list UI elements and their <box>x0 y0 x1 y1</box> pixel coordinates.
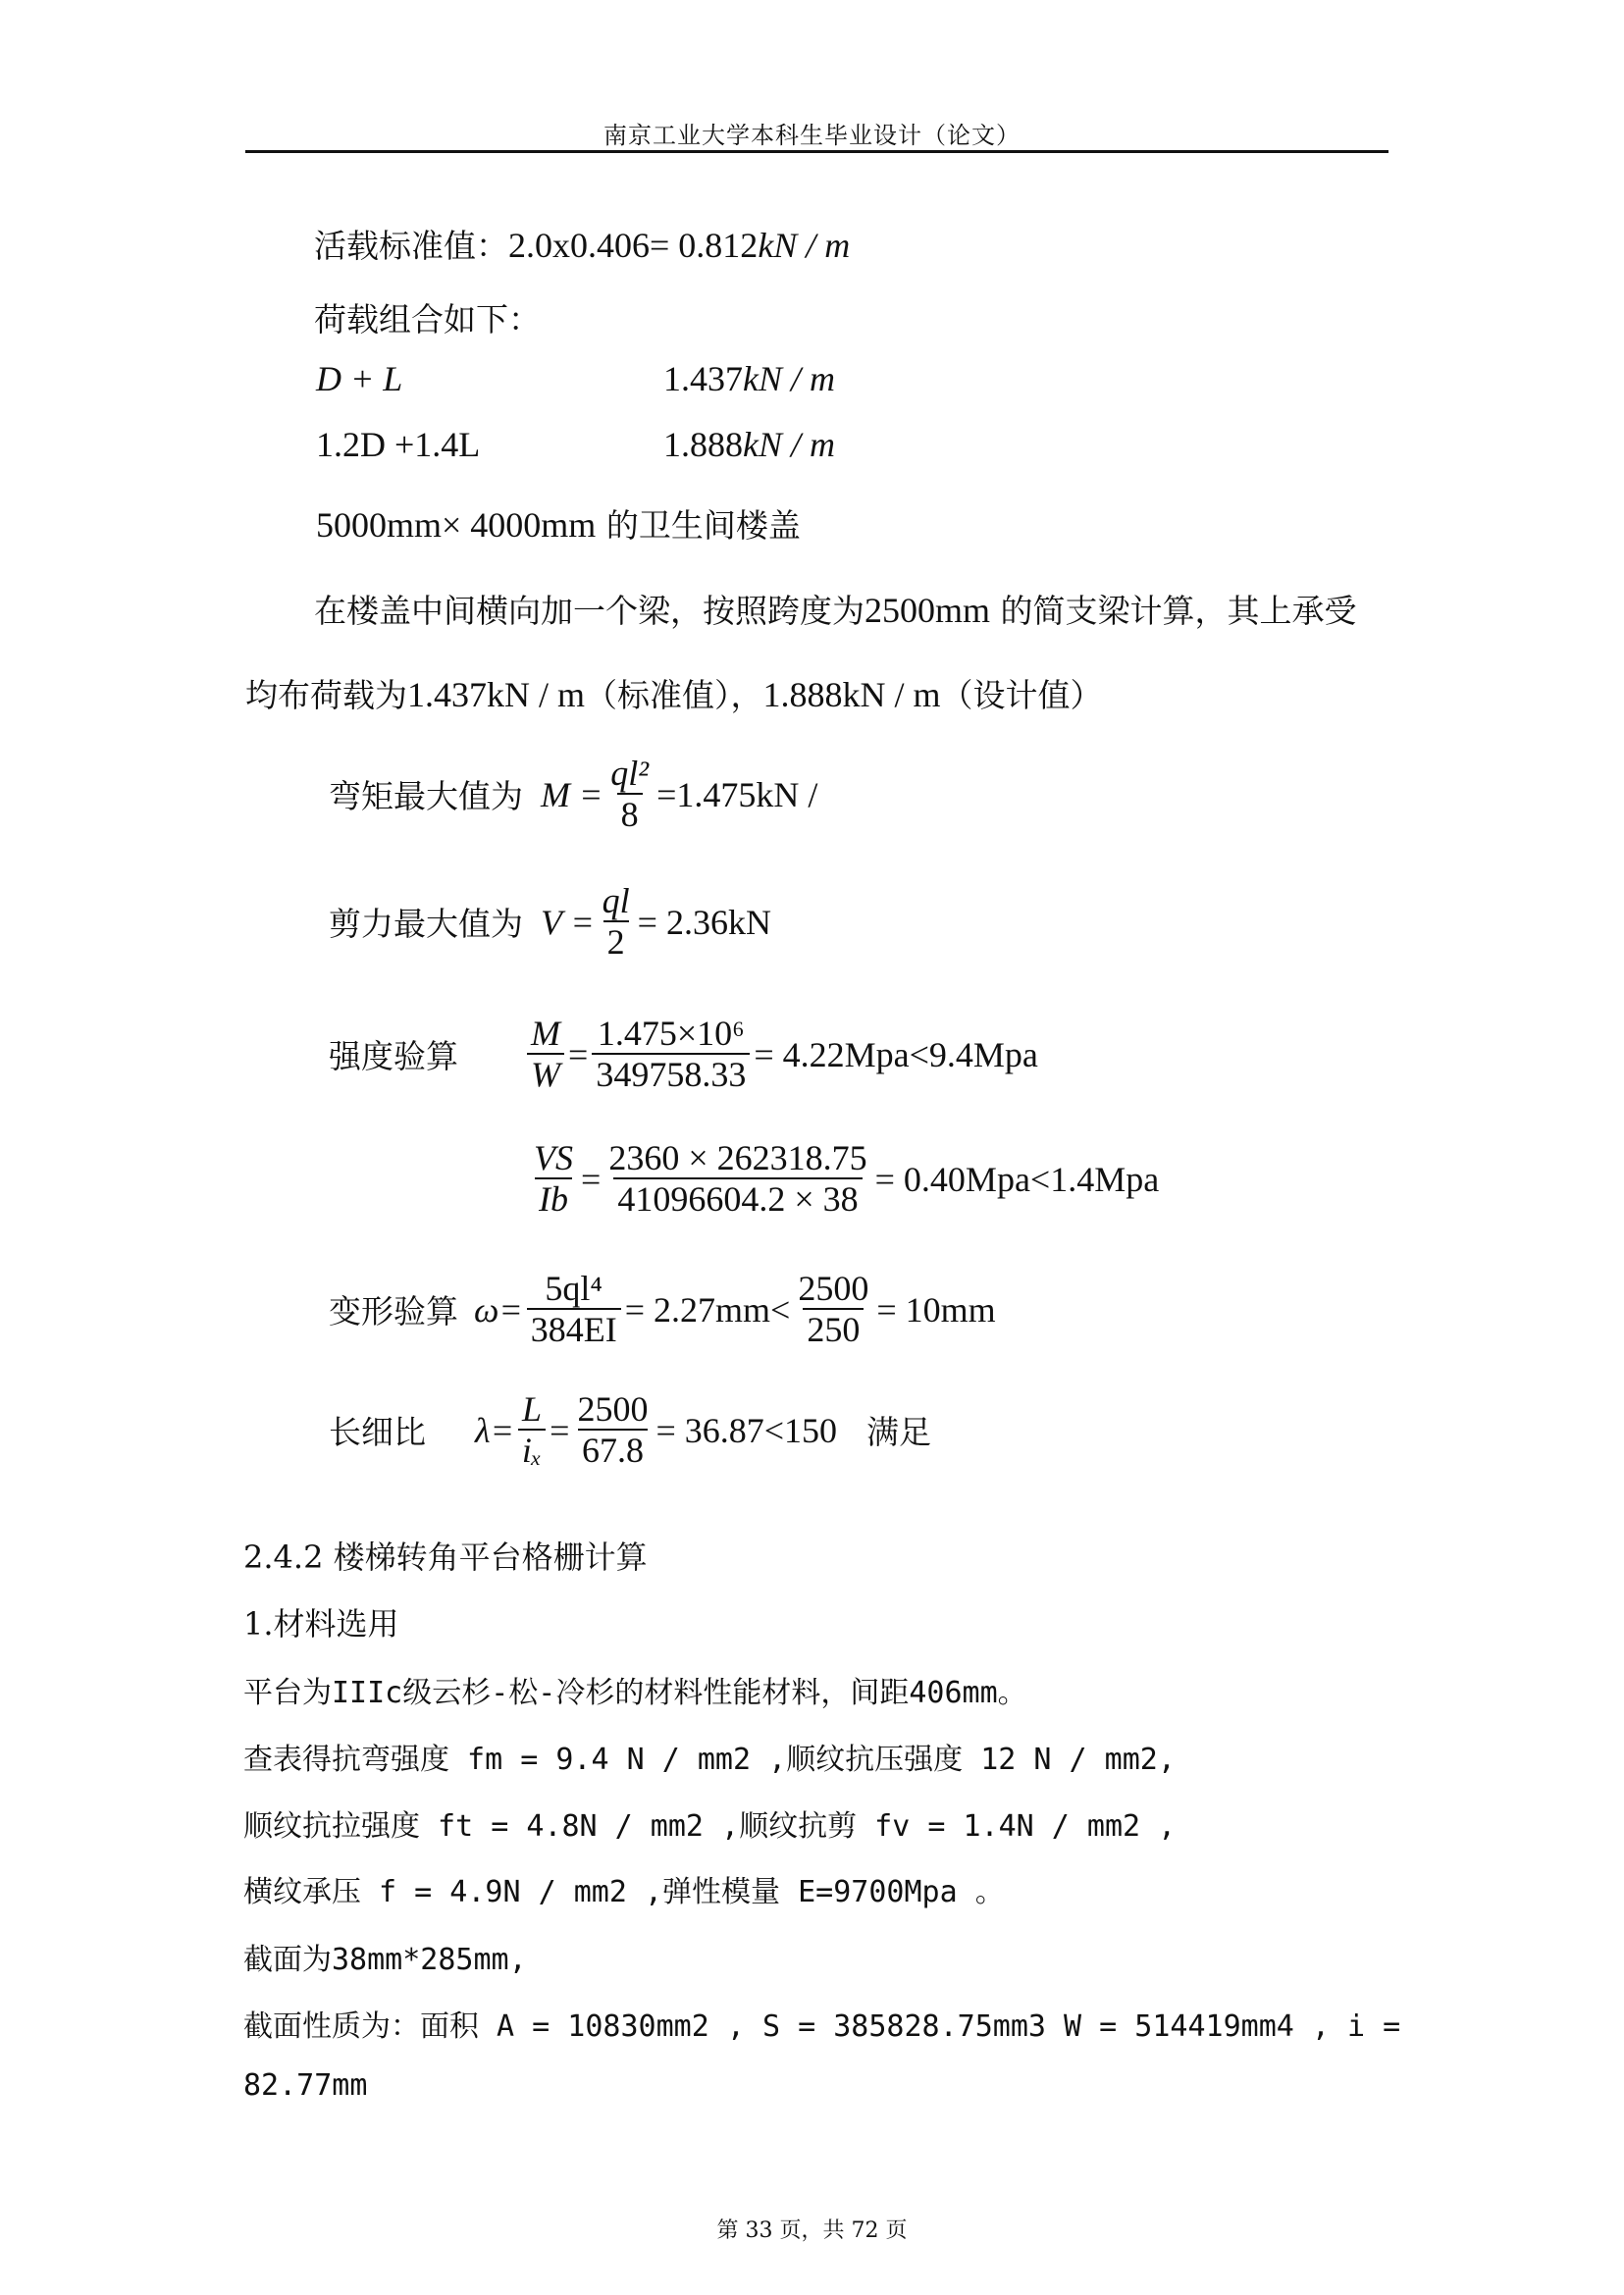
slender-label: 长细比 <box>329 1413 426 1452</box>
moment-formula <box>329 756 817 834</box>
combo1-value: 1.437 <box>663 359 743 398</box>
shear-fraction <box>599 883 634 962</box>
slender-formula <box>329 1391 931 1470</box>
slender-sym: λ= <box>475 1410 514 1450</box>
para2-e: （设计值） <box>940 676 1103 714</box>
deform-sym: ω= <box>474 1289 523 1330</box>
para2-c: （标准值）， <box>585 676 763 714</box>
material-paragraph: 平台为IIIc级云杉-松-冷杉的材料性能材料，间距406mm。 <box>243 1676 1027 1710</box>
para2-a: 均布荷载为 <box>245 676 407 714</box>
moment-den: 8 <box>617 793 643 834</box>
strength-fraction-2 <box>592 1016 750 1094</box>
section-heading: 2.4.2 楼梯转角平台格栅计算 <box>243 1539 648 1576</box>
tensile-strength-line: 顺纹抗拉强度 ft = 4.8N / mm2 ,顺纹抗剪 fv = 1.4N / mm2 , <box>243 1809 1177 1844</box>
combo1-case: D + L <box>316 359 403 398</box>
shear-rhs: = 2.36kN <box>637 902 771 942</box>
bathroom-dims: 5000mm× 4000mm <box>316 505 597 545</box>
shear-check-eq-sign: = <box>581 1159 602 1199</box>
slender-eq-sign: = <box>550 1410 570 1450</box>
para2-b: 1.437kN / m <box>407 675 586 714</box>
slender-f1d: iₓ <box>518 1429 546 1470</box>
subsection-heading: 1.材料选用 <box>243 1605 399 1643</box>
moment-num: ql² <box>610 754 650 793</box>
combo2-unit: kN / m <box>743 425 835 464</box>
para1-c: 的简支梁计算，其上承受 <box>1000 592 1357 630</box>
strength-eq-sign: = <box>568 1034 589 1074</box>
shear-check-f2n: 2360 × 262318.75 <box>608 1138 867 1177</box>
moment-rhs: =1.475kN / <box>656 774 818 814</box>
bathroom-line <box>316 500 801 547</box>
cross-grain-line: 横纹承压 f = 4.9N / mm2 ,弹性模量 E=9700Mpa 。 <box>243 1875 1005 1909</box>
shear-check-formula <box>526 1140 1159 1219</box>
paragraph-2 <box>245 670 1103 716</box>
live-load-label: 活载标准值： <box>314 227 508 265</box>
combo2-case: 1.2D +1.4L <box>316 425 481 464</box>
deform-f1d: 384EI <box>527 1308 621 1349</box>
deform-fraction-1 <box>527 1271 621 1349</box>
header-rule <box>245 150 1388 153</box>
combo2-value-line <box>663 424 835 465</box>
bending-strength-line: 查表得抗弯强度 fm = 9.4 N / mm2 ,顺纹抗压强度 12 N / mm2, <box>243 1743 1176 1777</box>
section-properties-cont: 82.77mm <box>243 2068 368 2103</box>
strength-f2d: 349758.33 <box>592 1053 750 1094</box>
shear-check-f1n: VS <box>534 1138 573 1177</box>
combo1-value-line <box>663 358 835 399</box>
slender-fraction-1 <box>518 1391 546 1470</box>
strength-f1n: M <box>531 1014 560 1053</box>
slender-f2n: 2500 <box>577 1389 649 1429</box>
combo2-value: 1.888 <box>663 425 743 464</box>
deform-f1n: 5ql⁴ <box>545 1269 602 1308</box>
strength-f1d: W <box>527 1053 564 1094</box>
deform-rhs: = 10mm <box>876 1289 996 1330</box>
bathroom-text: 的卫生间楼盖 <box>605 506 801 545</box>
combo1-unit: kN / m <box>743 359 835 398</box>
moment-fraction <box>606 756 653 834</box>
deform-formula <box>329 1271 996 1349</box>
page-header: 南京工业大学本科生毕业设计（论文） <box>603 122 1021 149</box>
shear-num: ql <box>602 881 630 920</box>
moment-lhs: M = <box>541 774 603 814</box>
deform-mid: = 2.27mm< <box>624 1289 791 1330</box>
slender-fraction-2 <box>573 1391 652 1470</box>
slender-rhs: = 36.87<150 <box>655 1410 838 1450</box>
deform-fraction-2 <box>794 1271 872 1349</box>
slender-tail: 满足 <box>866 1413 932 1452</box>
deform-label: 变形验算 <box>329 1292 458 1331</box>
strength-f2n: 1.475×10⁶ <box>597 1014 745 1053</box>
section-properties-line: 截面性质为：面积 A = 10830mm2 , S = 385828.75mm3 W = 514419mm4 , i = <box>243 2009 1401 2044</box>
shear-check-fraction-1 <box>530 1140 577 1219</box>
deform-f2n: 2500 <box>798 1269 869 1308</box>
slender-f2d: 67.8 <box>578 1429 648 1470</box>
combo-title: 荷载组合如下： <box>314 300 541 339</box>
para1-b: 2500mm <box>864 591 991 630</box>
slender-f1n: L <box>521 1389 543 1429</box>
shear-check-f1d: Ib <box>535 1177 572 1219</box>
moment-label: 弯矩最大值为 <box>329 777 523 816</box>
shear-check-rhs: = 0.40Mpa<1.4Mpa <box>874 1159 1160 1199</box>
shear-lhs: V = <box>541 902 595 942</box>
live-load-line <box>314 221 850 267</box>
live-load-expr: 2.0x0.406= 0.812 <box>508 226 759 265</box>
para1-a: 在楼盖中间横向加一个梁，按照跨度为 <box>314 592 864 630</box>
strength-fraction-1 <box>527 1016 564 1094</box>
shear-label: 剪力最大值为 <box>329 905 523 944</box>
shear-check-fraction-2 <box>604 1140 870 1219</box>
live-load-unit: kN / m <box>758 226 851 265</box>
paragraph-1 <box>314 586 1357 632</box>
shear-check-f2d: 41096604.2 × 38 <box>613 1177 862 1219</box>
strength-rhs: = 4.22Mpa<9.4Mpa <box>754 1034 1038 1074</box>
page-footer: 第 33 页，共 72 页 <box>716 2218 908 2243</box>
strength-label: 强度验算 <box>329 1037 458 1076</box>
section-size-line: 截面为38mm*285mm, <box>243 1943 527 1977</box>
strength-formula <box>329 1016 1038 1094</box>
shear-formula <box>329 883 771 962</box>
para2-d: 1.888kN / m <box>762 675 941 714</box>
deform-f2d: 250 <box>803 1308 864 1349</box>
shear-den: 2 <box>603 920 629 962</box>
